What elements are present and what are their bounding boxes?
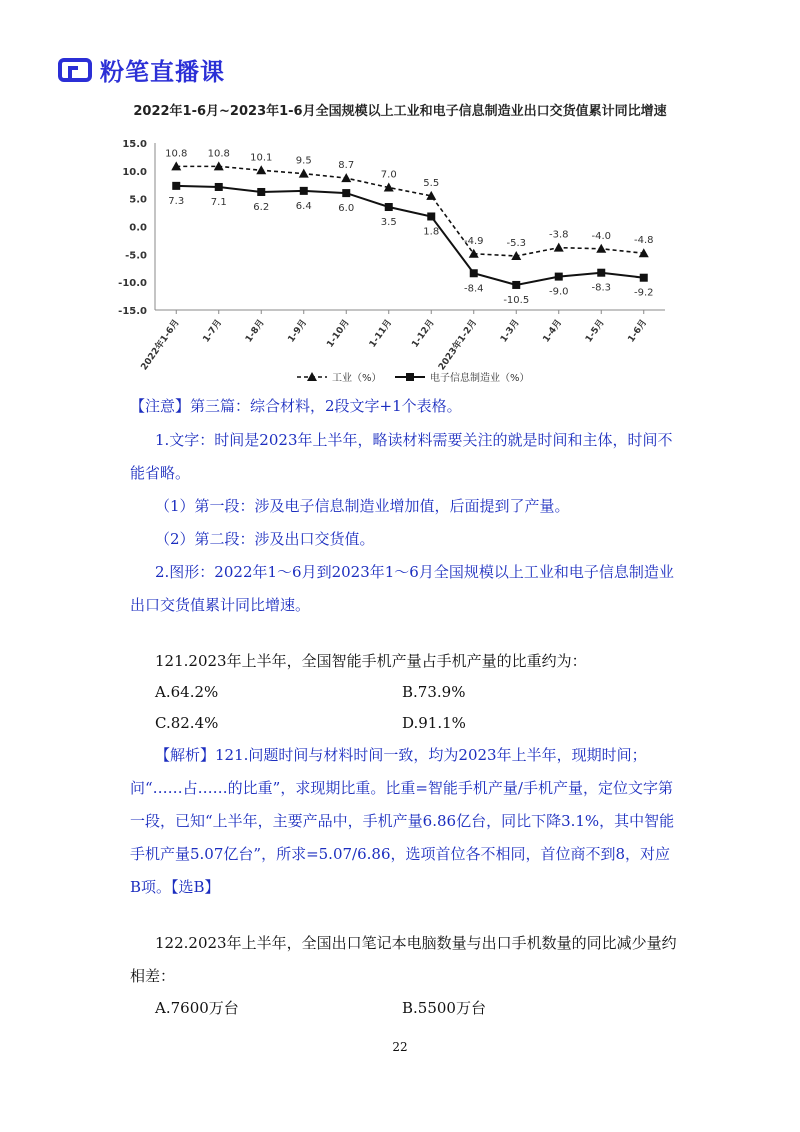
note-line-3: （1）第一段：涉及电子信息制造业增加值，后面提到了产量。 (155, 497, 570, 515)
fb-logo-icon (58, 58, 92, 82)
series-line-electronics (176, 186, 644, 285)
data-point-electronics (342, 189, 350, 197)
q121-analysis: 【解析】121.问题时间与材料时间一致，均为2023年上半年，现期时间；问“……占……的比重”，求现期比重。比重=智能手机产量/手机产量，定位文字第一段，已知“上半年，主要产品中，手机产量6.86亿台，同比下降3.1%，其中智能手机产量5.07亿台”，所求=5.07/6.86，选项首位各不相同，首位商不到8，对应B项。【选B】 (130, 746, 675, 896)
q121-option-b: B.73.9% (402, 683, 466, 701)
data-label: 5.5 (423, 177, 440, 189)
y-tick-label: 10.0 (122, 166, 147, 178)
note-line-5: 2.图形：2022年1～6月到2023年1～6月全国规模以上工业和电子信息制造业出口交货值累计同比增速。 (130, 563, 674, 614)
y-tick-label: -5.0 (125, 250, 147, 262)
x-tick-label: 1-5月 (584, 317, 607, 345)
x-tick-label: 1-10月 (325, 317, 352, 350)
q122-option-a: A.7600万台 (155, 999, 239, 1017)
legend-marker-electronics (406, 373, 414, 381)
data-point-electronics (470, 269, 478, 277)
page-number: 22 (392, 1040, 408, 1054)
data-label: -8.3 (591, 282, 612, 294)
logo-text: 粉笔直播课 (100, 58, 225, 86)
note-line-2: 1.文字：时间是2023年上半年，略读材料需要关注的就是时间和主体，时间不能省略。 (130, 431, 673, 482)
data-label: -4.0 (591, 230, 612, 242)
x-tick-label: 1-11月 (367, 317, 395, 350)
data-point-industry (511, 251, 521, 260)
legend-label-electronics: 电子信息制造业（%） (430, 373, 530, 384)
data-point-industry (299, 169, 309, 178)
data-point-electronics (512, 281, 520, 289)
data-label: -10.5 (503, 294, 530, 306)
x-tick-label: 1-3月 (499, 317, 522, 345)
y-tick-label: -15.0 (118, 306, 147, 317)
x-tick-label: 1-8月 (244, 317, 267, 345)
brand-logo (58, 52, 225, 87)
q122-option-b: B.5500万台 (402, 999, 486, 1017)
data-label: 7.3 (168, 195, 185, 207)
data-point-industry (256, 165, 266, 174)
data-label: 6.4 (295, 200, 312, 212)
data-point-electronics (300, 187, 308, 195)
x-tick-label: 1-6月 (626, 317, 650, 345)
data-label: 1.8 (423, 226, 440, 238)
x-tick-label: 2022年1-6月 (139, 317, 182, 373)
y-tick-label: 0.0 (129, 222, 147, 234)
data-point-industry (639, 248, 649, 257)
data-point-electronics (640, 274, 648, 282)
data-label: 3.5 (380, 217, 397, 229)
data-point-electronics (597, 269, 605, 277)
data-label: 9.5 (295, 155, 312, 167)
data-label: 8.7 (338, 160, 355, 172)
x-tick-label: 1-4月 (541, 317, 565, 345)
data-label: 7.0 (380, 169, 397, 181)
question-121-stem: 121.2023年上半年，全国智能手机产量占手机产量的比重约为： (155, 652, 587, 670)
data-label: 6.0 (338, 203, 355, 215)
data-label: -9.0 (548, 286, 569, 298)
legend-label-industry: 工业（%） (332, 373, 382, 384)
line-chart (100, 125, 700, 395)
y-tick-label: 15.0 (122, 139, 147, 150)
data-label: -4.9 (463, 235, 484, 247)
data-point-electronics (215, 183, 223, 191)
data-label: -5.3 (506, 238, 527, 250)
data-label: 6.2 (253, 201, 270, 213)
data-label: 7.1 (210, 196, 227, 208)
data-point-electronics (257, 188, 265, 196)
data-point-electronics (427, 212, 435, 220)
x-tick-label: 1-12月 (410, 317, 437, 350)
data-point-industry (596, 244, 606, 253)
note-line-4: （2）第二段：涉及出口交货值。 (155, 530, 375, 548)
data-point-electronics (385, 203, 393, 211)
data-label: 10.8 (207, 148, 230, 160)
q121-option-a: A.64.2% (155, 683, 219, 701)
q121-option-d: D.91.1% (402, 714, 466, 732)
chart-title: 2022年1-6月~2023年1-6月全国规模以上工业和电子信息制造业出口交货值累计同比增速 (133, 104, 667, 119)
q121-option-c: C.82.4% (155, 714, 219, 732)
data-point-industry (554, 243, 564, 252)
data-label: 10.1 (250, 152, 273, 164)
data-label: -3.8 (548, 229, 569, 241)
data-label: -4.8 (633, 235, 654, 247)
y-tick-label: -10.0 (118, 278, 147, 290)
data-point-electronics (555, 273, 563, 281)
x-tick-label: 2023年1-2月 (436, 317, 480, 373)
data-label: -9.2 (633, 287, 654, 299)
y-tick-label: 5.0 (129, 194, 147, 206)
x-tick-label: 1-9月 (286, 317, 310, 345)
note-line-1: 【注意】第三篇：综合材料，2段文字+1个表格。 (130, 397, 462, 415)
data-point-electronics (172, 182, 180, 190)
legend-marker-industry (307, 372, 317, 381)
data-point-industry (341, 173, 351, 182)
question-122-stem: 122.2023年上半年，全国出口笔记本电脑数量与出口手机数量的同比减少量约相差： (130, 934, 677, 985)
data-label: -8.4 (463, 283, 484, 295)
data-label: 10.8 (165, 148, 188, 160)
x-tick-label: 1-7月 (201, 317, 225, 345)
